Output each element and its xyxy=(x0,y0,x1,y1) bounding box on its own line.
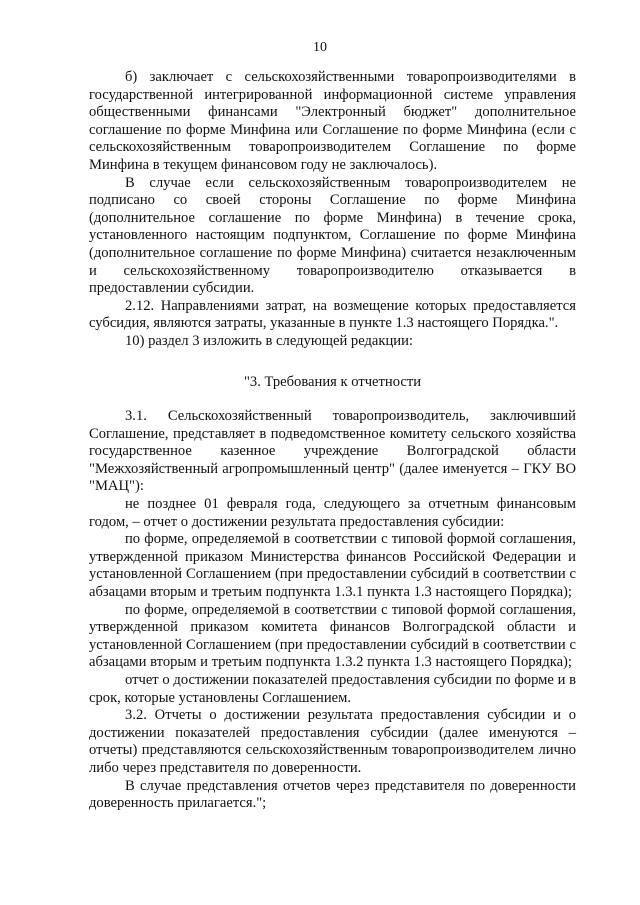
paragraph-power-of-attorney: В случае представления отчетов через представителя по доверенности доверенность прилагается."; xyxy=(89,777,576,812)
paragraph-2-12: 2.12. Направлениями затрат, на возмещение которых предоставляется субсидия, являются затраты, указанные в пункте 1.3 настоящего Порядка.". xyxy=(89,297,576,332)
paragraph-regional-form: по форме, определяемой в соответствии с типовой формой соглашения, утвержденной приказом комитета финансов Волгоградской области и установленной Соглашением (при предоставлении субсидий в соответствии с абзацами вторым и третьим подпункта 1.3.2 пункта 1.3 настоящего Порядка); xyxy=(89,601,576,671)
paragraph-b-concludes-agreement: б) заключает с сельскохозяйственными товаропроизводителями в государственной интегрированной информационной системе управления общественными финансами "Электронный бюджет" дополнительное соглашение по форме Минфина или Соглашение по форме Минфина (если с сельскохозяйственным товаропроизводителем Соглашение по форме Минфина в текущем финансовом году не заключалось). xyxy=(89,69,576,173)
paragraph-indicators-report: отчет о достижении показателей предоставления субсидии по форме и в срок, которые установлены Соглашением. xyxy=(89,672,576,706)
document-body xyxy=(89,69,576,813)
section-heading: "3. Требования к отчетности xyxy=(243,373,422,390)
paragraph-unsigned-agreement: В случае если сельскохозяйственным товаропроизводителем не подписано со своей стороны Соглашение по форме Минфина (дополнительное соглашение по форме Минфина) в течение срока, установленного настоящим подпунктом, Соглашение по форме Минфина (дополнительное соглашение по форме Минфина) считается незаключенным и сельскохозяйственному товаропроизводителю отказывается в предоставлении субсидии. xyxy=(89,174,576,297)
paragraph-minfin-form: по форме, определяемой в соответствии с типовой формой соглашения, утвержденной приказом Министерства финансов Российской Федерации и установленной Соглашением (при предоставлении субсидий в соответствии с абзацами вторым и третьим подпункта 1.3.1 пункта 1.3 настоящего Порядка); xyxy=(89,531,576,601)
paragraph-deadline: не позднее 01 февраля года, следующего за отчетным финансовым годом, – отчет о достижении результата предоставления субсидии: xyxy=(89,496,576,530)
paragraph-3-2: 3.2. Отчеты о достижении результата предоставления субсидии и о достижении показателей предоставления субсидии (далее именуются – отчеты) представляются сельскохозяйственным товаропроизводителем лично либо через представителя по доверенности. xyxy=(89,707,576,776)
page-number: 10 xyxy=(313,40,327,55)
paragraph-3-1: 3.1. Сельскохозяйственный товаропроизводитель, заключивший Соглашение, представляет в подведомственное комитету сельского хозяйства государственное казенное учреждение Волгоградской области "Межхозяйственный агропромышленный центр" (далее именуется – ГКУ ВО "МАЦ"): xyxy=(89,408,576,495)
paragraph-10-section-3: 10) раздел 3 изложить в следующей редакции: xyxy=(125,332,413,349)
